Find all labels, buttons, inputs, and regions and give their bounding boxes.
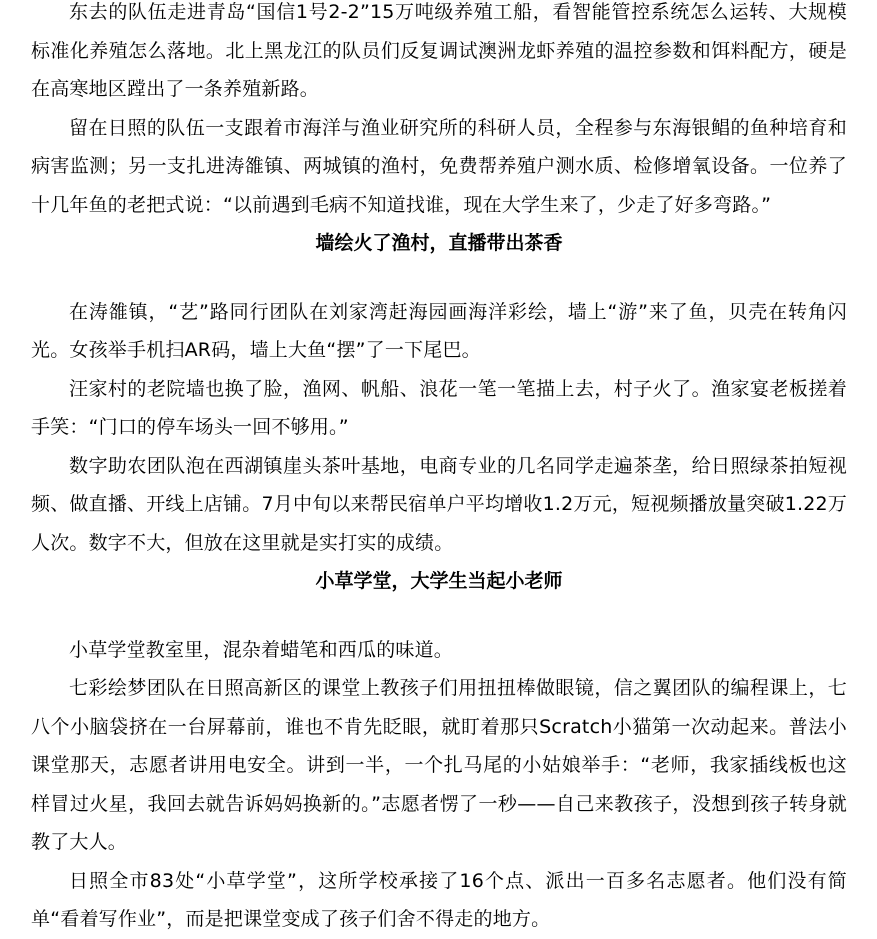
paragraph-rizhao-teams: 留在日照的队伍一支跟着市海洋与渔业研究所的科研人员，全程参与东海银鲳的鱼种培育和病害监测；另一支扎进涛雒镇、两城镇的渔村，免费帮养殖户测水质、检修增氧设备。一位养了十几年鱼的老把式说：“以前遇到毛病不知道找谁，现在大学生来了，少走了好多弯路。”	[31, 116, 847, 216]
paragraph-teaching-kids: 七彩绘梦团队在日照高新区的课堂上教孩子们用扭扭棒做眼镜，信之翼团队的编程课上，七八个小脑袋挤在一台屏幕前，谁也不肯先眨眼，就盯着那只Scratch小猫第一次动起来。普法小课堂那天，志愿者讲用电安全。讲到一半，一个扎马尾的小姑娘举手：“老师，我家插线板也这样冒过火星，我回去就告诉妈妈换新的。”志愿者愣了一秒——自己来教孩子，没想到孩子转身就教了大人。	[31, 677, 847, 853]
section-heading-murals: 墙绘火了渔村，直播带出茶香	[315, 232, 563, 254]
paragraph-classroom: 小草学堂教室里，混杂着蜡笔和西瓜的味道。	[69, 638, 454, 661]
paragraph-wangjia-village: 汪家村的老院墙也换了脸，渔网、帆船、浪花一笔一笔描上去，村子火了。渔家宴老板搓着手笑：“门口的停车场头一回不够用。”	[31, 377, 847, 438]
section-gap	[31, 601, 847, 631]
paragraph-mural-art: 在涛雒镇，“艺”路同行团队在刘家湾赶海园画海洋彩绘，墙上“游”来了鱼，贝壳在转角闪光。女孩举手机扫AR码，墙上大鱼“摆”了一下尾巴。	[31, 300, 847, 361]
section-gap	[31, 263, 847, 293]
paragraph-summary: 日照全市83处“小草学堂”，这所学校承接了16个点、派出一百多名志愿者。他们没有简单“看着写作业”，而是把课堂变成了孩子们舍不得走的地方。	[31, 869, 847, 930]
paragraph-aquaculture-teams: 东去的队伍走进青岛“国信1号2-2”15万吨级养殖工船，看智能管控系统怎么运转、大规模标准化养殖怎么落地。北上黑龙江的队员们反复调试澳洲龙虾养殖的温控参数和饵料配方，硬是在高寒地区蹚出了一条养殖新路。	[31, 1, 847, 100]
section-heading-xiaocao: 小草学堂，大学生当起小老师	[315, 570, 563, 592]
paragraph-tea-livestream: 数字助农团队泡在西湖镇崖头茶叶基地，电商专业的几名同学走遍茶垄，给日照绿茶拍短视频、做直播、开线上店铺。7月中旬以来帮民宿单户平均增收1.2万元，短视频播放量突破1.22万人次。数字不大，但放在这里就是实打实的成绩。	[31, 454, 847, 554]
